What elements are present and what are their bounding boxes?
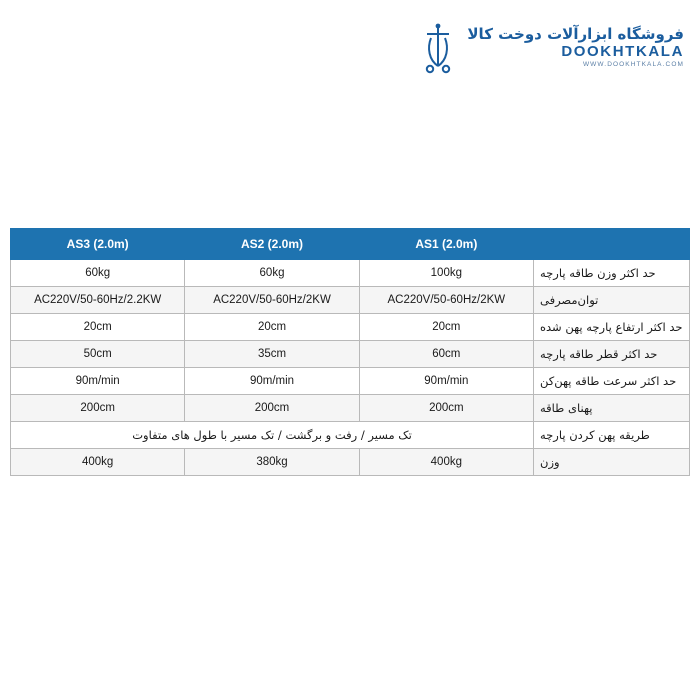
- row-value-as3: 400kg: [11, 449, 185, 476]
- row-value-as2: 200cm: [185, 395, 359, 422]
- table-row: [11, 341, 690, 368]
- scissors-needle-icon: [417, 22, 459, 74]
- row-value-as1: 100kg: [359, 260, 533, 287]
- header-cell-as1: AS1 (2.0m): [359, 229, 533, 260]
- table-row: [11, 314, 690, 341]
- row-value-as1: 200cm: [359, 395, 533, 422]
- table-row: [11, 422, 690, 449]
- row-label: حد اکثر قطر طاقه پارچه: [534, 341, 690, 368]
- table-row: [11, 449, 690, 476]
- spec-table-container: [10, 228, 690, 476]
- row-label: طریقه پهن کردن پارچه: [534, 422, 690, 449]
- row-value-as2: AC220V/50-60Hz/2KW: [185, 287, 359, 314]
- row-value-as3: AC220V/50-60Hz/2.2KW: [11, 287, 185, 314]
- row-label: حد اکثر وزن طاقه پارچه: [534, 260, 690, 287]
- spec-table-body: [11, 260, 690, 476]
- table-row: [11, 395, 690, 422]
- logo-brand-fa: فروشگاه ابزارآلات دوخت کالا: [467, 25, 684, 44]
- row-value-as3: 90m/min: [11, 368, 185, 395]
- row-value-as1: 400kg: [359, 449, 533, 476]
- row-value-as2: 90m/min: [185, 368, 359, 395]
- row-value-as2: 35cm: [185, 341, 359, 368]
- table-row: [11, 287, 690, 314]
- row-value-as1: AC220V/50-60Hz/2KW: [359, 287, 533, 314]
- table-header-row: [11, 229, 690, 260]
- row-value-as2: 380kg: [185, 449, 359, 476]
- spec-table-head: [11, 229, 690, 260]
- header-cell-label: [534, 229, 690, 260]
- row-value-as2: 20cm: [185, 314, 359, 341]
- row-value-as2: 60kg: [185, 260, 359, 287]
- table-row: [11, 260, 690, 287]
- header-cell-as2: AS2 (2.0m): [185, 229, 359, 260]
- spec-table: [10, 228, 690, 476]
- row-value-as3: 20cm: [11, 314, 185, 341]
- row-value-as1: 60cm: [359, 341, 533, 368]
- row-value-as1: 90m/min: [359, 368, 533, 395]
- site-logo: [417, 22, 684, 74]
- row-label: توان‌مصرفی: [534, 287, 690, 314]
- table-row: [11, 368, 690, 395]
- row-value-merged: تک مسیر / رفت و برگشت / تک مسیر با طول های متفاوت: [11, 422, 534, 449]
- row-label: حد اکثر ارتفاع پارچه پهن شده: [534, 314, 690, 341]
- row-label: حد اکثر سرعت طاقه پهن‌کن: [534, 368, 690, 395]
- logo-brand-en: DOOKHTKALA: [561, 43, 684, 61]
- row-label: پهنای طاقه: [534, 395, 690, 422]
- row-value-as3: 200cm: [11, 395, 185, 422]
- row-value-as3: 50cm: [11, 341, 185, 368]
- row-value-as1: 20cm: [359, 314, 533, 341]
- row-label: وزن: [534, 449, 690, 476]
- header-cell-as3: AS3 (2.0m): [11, 229, 185, 260]
- logo-url: WWW.DOOKHTKALA.COM: [582, 61, 684, 69]
- row-value-as3: 60kg: [11, 260, 185, 287]
